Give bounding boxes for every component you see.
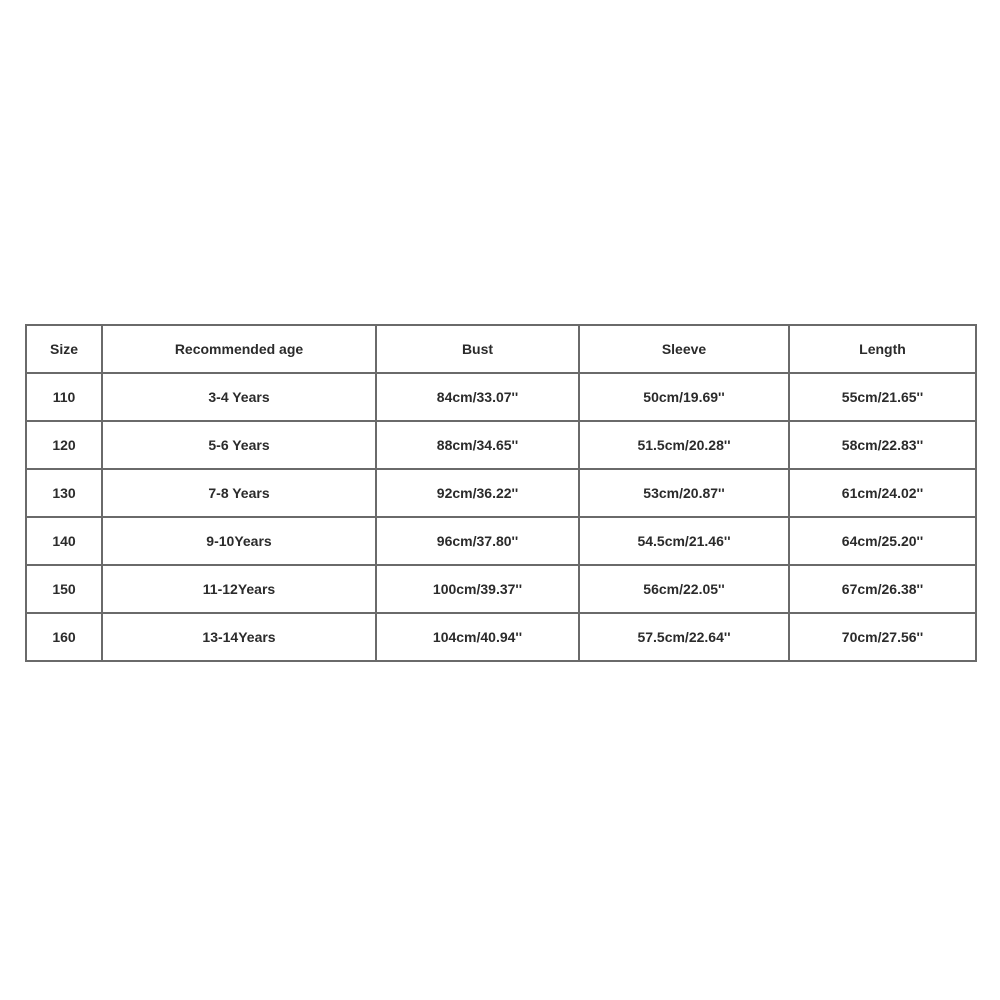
cell-size: 140 <box>26 517 102 565</box>
cell-sleeve: 50cm/19.69'' <box>579 373 789 421</box>
cell-bust: 88cm/34.65'' <box>376 421 579 469</box>
cell-sleeve: 54.5cm/21.46'' <box>579 517 789 565</box>
cell-recommended-age: 11-12Years <box>102 565 376 613</box>
cell-length: 55cm/21.65'' <box>789 373 976 421</box>
cell-size: 130 <box>26 469 102 517</box>
table-row <box>26 565 976 613</box>
cell-recommended-age: 7-8 Years <box>102 469 376 517</box>
header-recommended-age: Recommended age <box>102 325 376 373</box>
cell-bust: 84cm/33.07'' <box>376 373 579 421</box>
cell-size: 110 <box>26 373 102 421</box>
cell-size: 150 <box>26 565 102 613</box>
table-row <box>26 373 976 421</box>
cell-length: 67cm/26.38'' <box>789 565 976 613</box>
cell-sleeve: 51.5cm/20.28'' <box>579 421 789 469</box>
header-size: Size <box>26 325 102 373</box>
table-row <box>26 469 976 517</box>
cell-bust: 92cm/36.22'' <box>376 469 579 517</box>
header-row <box>26 325 976 373</box>
cell-length: 70cm/27.56'' <box>789 613 976 661</box>
cell-bust: 96cm/37.80'' <box>376 517 579 565</box>
cell-sleeve: 53cm/20.87'' <box>579 469 789 517</box>
cell-sleeve: 57.5cm/22.64'' <box>579 613 789 661</box>
cell-sleeve: 56cm/22.05'' <box>579 565 789 613</box>
cell-size: 160 <box>26 613 102 661</box>
table-row <box>26 613 976 661</box>
table-row <box>26 517 976 565</box>
table-row <box>26 421 976 469</box>
cell-bust: 104cm/40.94'' <box>376 613 579 661</box>
cell-recommended-age: 5-6 Years <box>102 421 376 469</box>
header-bust: Bust <box>376 325 579 373</box>
cell-recommended-age: 13-14Years <box>102 613 376 661</box>
cell-recommended-age: 9-10Years <box>102 517 376 565</box>
cell-recommended-age: 3-4 Years <box>102 373 376 421</box>
cell-length: 64cm/25.20'' <box>789 517 976 565</box>
size-chart-table <box>25 324 977 662</box>
header-sleeve: Sleeve <box>579 325 789 373</box>
cell-size: 120 <box>26 421 102 469</box>
cell-length: 58cm/22.83'' <box>789 421 976 469</box>
header-length: Length <box>789 325 976 373</box>
cell-length: 61cm/24.02'' <box>789 469 976 517</box>
cell-bust: 100cm/39.37'' <box>376 565 579 613</box>
